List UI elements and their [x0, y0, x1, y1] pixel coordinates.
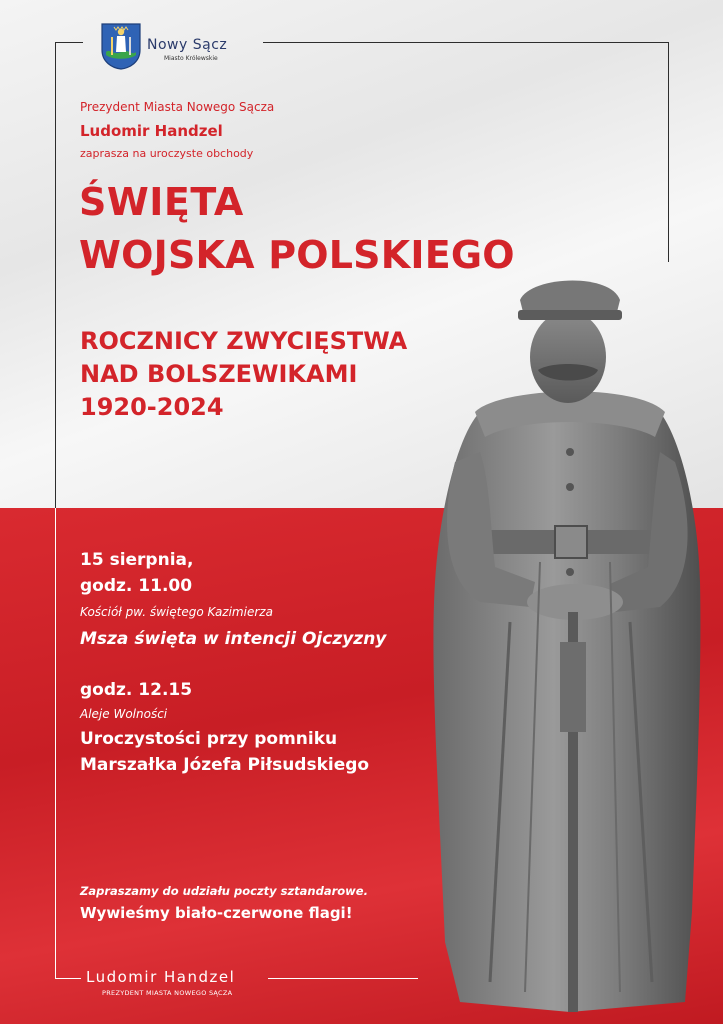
pilsudski-statue-image: [420, 262, 720, 1024]
title-line2: WOJSKA POLSKIEGO: [79, 233, 515, 277]
closing-line1: Zapraszamy do udziału poczty sztandarowe.: [80, 884, 368, 898]
event2-place: Aleje Wolności: [80, 707, 168, 721]
frame-top-left: [55, 42, 83, 43]
invitation-line1: Prezydent Miasta Nowego Sącza: [80, 100, 275, 114]
subtitle-line1: ROCZNICY ZWYCIĘSTWA: [80, 327, 408, 355]
event2-description-line1: Uroczystości przy pomniku: [80, 729, 338, 749]
subtitle-line2: NAD BOLSZEWIKAMI: [80, 360, 358, 388]
subtitle-line3: 1920-2024: [80, 393, 224, 421]
event1-description: Msza święta w intencji Ojczyzny: [80, 629, 387, 649]
frame-bottom-right: [268, 978, 418, 979]
invitation-name: Ludomir Handzel: [80, 122, 223, 140]
footer-name: Ludomir Handzel: [86, 968, 236, 986]
frame-left: [55, 42, 56, 508]
frame-right: [668, 42, 669, 262]
event2-description-line2: Marszałka Józefa Piłsudskiego: [80, 755, 370, 775]
city-logo: [100, 22, 260, 72]
title-line1: ŚWIĘTA: [79, 180, 244, 224]
frame-bottom-left: [55, 978, 81, 979]
event2-time: godz. 12.15: [80, 680, 193, 700]
event1-date: 15 sierpnia,: [80, 550, 194, 570]
city-subtitle: Miasto Królewskie: [164, 55, 218, 62]
event1-time: godz. 11.00: [80, 576, 193, 596]
footer-title: PREZYDENT MIASTA NOWEGO SĄCZA: [102, 989, 233, 997]
frame-top-right: [263, 42, 669, 43]
invitation-line3: zaprasza na uroczyste obchody: [80, 147, 254, 160]
event1-place: Kościół pw. świętego Kazimierza: [80, 605, 273, 619]
closing-line2: Wywieśmy biało-czerwone flagi!: [80, 904, 353, 922]
city-name: Nowy Sącz: [147, 37, 228, 53]
city-crest-icon: [100, 22, 142, 70]
frame-left-lower: [55, 508, 56, 978]
